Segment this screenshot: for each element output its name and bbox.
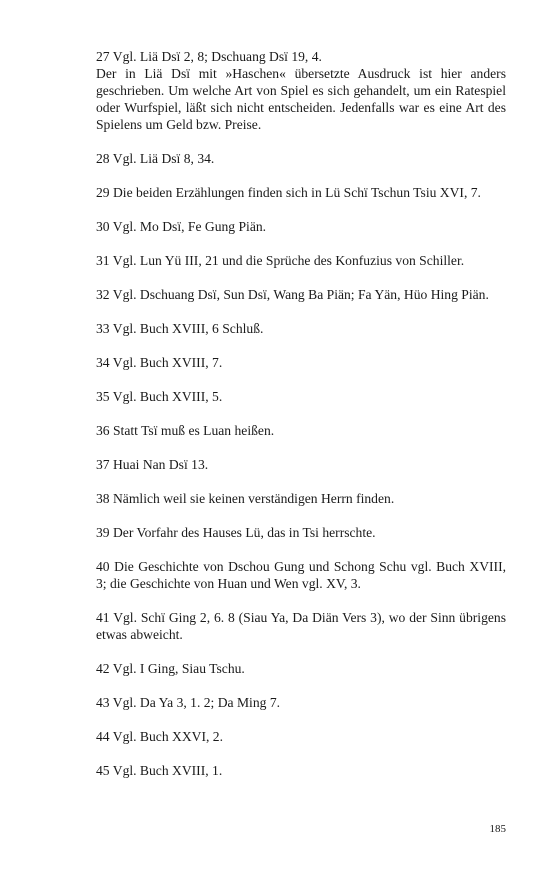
endnote-34: 34 Vgl. Buch XVIII, 7.: [96, 355, 223, 370]
endnote-27-commentary: Der in Liä Dsï mit »Haschen« übersetzte Ausdruck ist hier anders geschrieben. Um welche Art von Spiel es sich gehandelt, um ein Ratespiel oder Wurfspiel, läßt sich nicht entscheiden. Jedenfalls war es eine Art des Spielens um Geld bzw. Preise.: [96, 66, 506, 132]
endnote-32: 32 Vgl. Dschuang Dsï, Sun Dsï, Wang Ba Piän; Fa Yän, Hüo Hing Piän.: [96, 287, 489, 302]
endnote-37: 37 Huai Nan Dsï 13.: [96, 457, 209, 472]
endnote-28: 28 Vgl. Liä Dsï 8, 34.: [96, 151, 215, 166]
endnote-38: 38 Nämlich weil sie keinen verständigen Herrn finden.: [96, 491, 395, 506]
endnote-36: 36 Statt Tsï muß es Luan heißen.: [96, 423, 275, 438]
endnote-39: 39 Der Vorfahr des Hauses Lü, das in Tsi herrschte.: [96, 525, 376, 540]
endnote-40: 40 Die Geschichte von Dschou Gung und Schong Schu vgl. Buch XVIII, 3; die Geschichte von Huan und Wen vgl. XV, 3.: [96, 559, 506, 591]
endnote-45: 45 Vgl. Buch XVIII, 1.: [96, 763, 223, 778]
endnote-44: 44 Vgl. Buch XXVI, 2.: [96, 729, 223, 744]
endnote-33: 33 Vgl. Buch XVIII, 6 Schluß.: [96, 321, 264, 336]
endnotes-page: [96, 48, 506, 838]
endnote-31: 31 Vgl. Lun Yü III, 21 und die Sprüche des Konfuzius von Schiller.: [96, 253, 465, 268]
endnote-35: 35 Vgl. Buch XVIII, 5.: [96, 389, 223, 404]
endnote-27: [96, 48, 506, 133]
page-number: 185: [489, 823, 506, 835]
endnote-43: 43 Vgl. Da Ya 3, 1. 2; Da Ming 7.: [96, 695, 281, 710]
endnote-41: 41 Vgl. Schï Ging 2, 6. 8 (Siau Ya, Da Diän Vers 3), wo der Sinn übrigens etwas abweicht.: [96, 610, 506, 642]
endnote-42: 42 Vgl. I Ging, Siau Tschu.: [96, 661, 245, 676]
endnote-30: 30 Vgl. Mo Dsï, Fe Gung Piän.: [96, 219, 267, 234]
endnote-29: 29 Die beiden Erzählungen finden sich in Lü Schï Tschun Tsiu XVI, 7.: [96, 185, 481, 200]
endnote-27-reference: 27 Vgl. Liä Dsï 2, 8; Dschuang Dsï 19, 4.: [96, 49, 322, 64]
